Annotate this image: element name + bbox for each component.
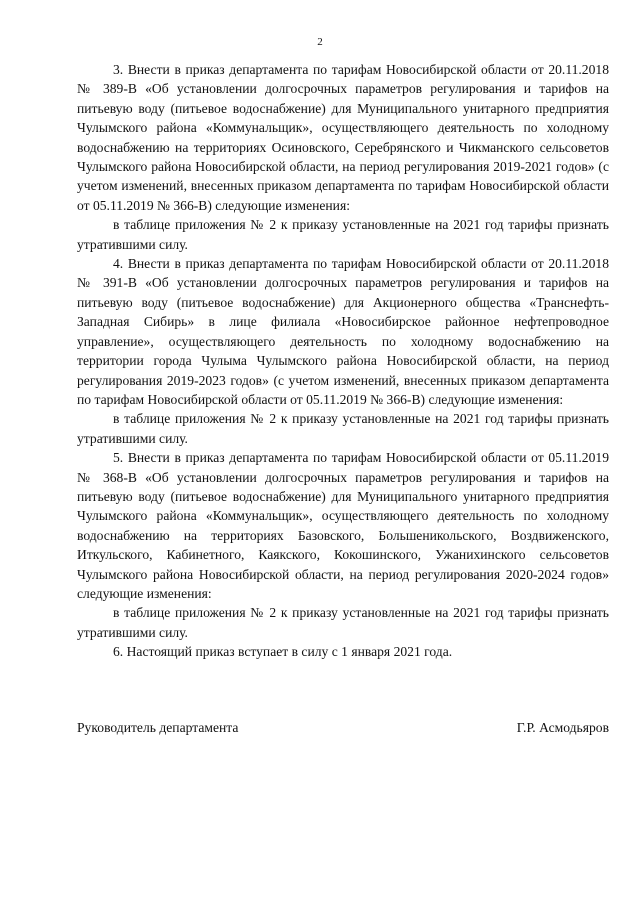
paragraph-item-4: 4. Внести в приказ департамента по тарифам Новосибирской области от 20.11.2018 № 391-В «Об установлении долгосрочных параметров регулирования и тарифов на питьевую воду (питьевое водоснабжение) для Акционерного общества «Транснефть-Западная Сибирь» в лице филиала «Новосибирское районное нефтепроводное управление», осуществляющего деятельность по холодному водоснабжению на территории города Чулыма Чулымского района Новосибирской области, на период регулирования 2019-2023 годов» (с учетом изменений, внесенных приказом департамента по тарифам Новосибирской области от 05.11.2019 № 366-В) следующие изменения: [77,256,609,407]
paragraph-item-5-change: в таблице приложения № 2 к приказу установленные на 2021 год тарифы признать утратившими силу. [77,605,609,640]
paragraph-item-5: 5. Внести в приказ департамента по тарифам Новосибирской области от 05.11.2019 № 368-В «Об установлении долгосрочных параметров регулирования и тарифов на питьевую воду (питьевое водоснабжение) для Муниципального унитарного предприятия Чулымского района «Коммунальщик», осуществляющего деятельность по холодному водоснабжению на территориях Базовского, Большеникольского, Воздвиженского, Иткульского, Кабинетного, Каякского, Кокошинского, Ужанихинского сельсоветов Чулымского района Новосибирской области, на период регулирования 2020-2024 годов» следующие изменения: [77,450,609,601]
signatory-name: Г.Р. Асмодьяров [516,720,609,735]
paragraph-item-3-change: в таблице приложения № 2 к приказу установленные на 2021 год тарифы признать утратившими силу. [77,217,609,252]
paragraph-item-6: 6. Настоящий приказ вступает в силу с 1 января 2021 года. [113,644,453,660]
document-body [77,60,609,662]
signature-block [77,718,609,737]
signatory-position: Руководитель департамента [77,720,239,735]
page-number: 2 [317,36,323,48]
paragraph-item-4-change: в таблице приложения № 2 к приказу установленные на 2021 год тарифы признать утратившими силу. [77,411,609,446]
paragraph-item-3: 3. Внести в приказ департамента по тарифам Новосибирской области от 20.11.2018 № 389-В «Об установлении долгосрочных параметров регулирования и тарифов на питьевую воду (питьевое водоснабжение) для Муниципального унитарного предприятия Чулымского района «Коммунальщик», осуществляющего деятельность по холодному водоснабжению на территориях Осиновского, Серебрянского и Чикманского сельсоветов Чулымского района Новосибирской области, на период регулирования 2019-2021 годов» (с учетом изменений, внесенных приказом департамента по тарифам Новосибирской области от 05.11.2019 № 366-В) следующие изменения: [77,62,609,213]
